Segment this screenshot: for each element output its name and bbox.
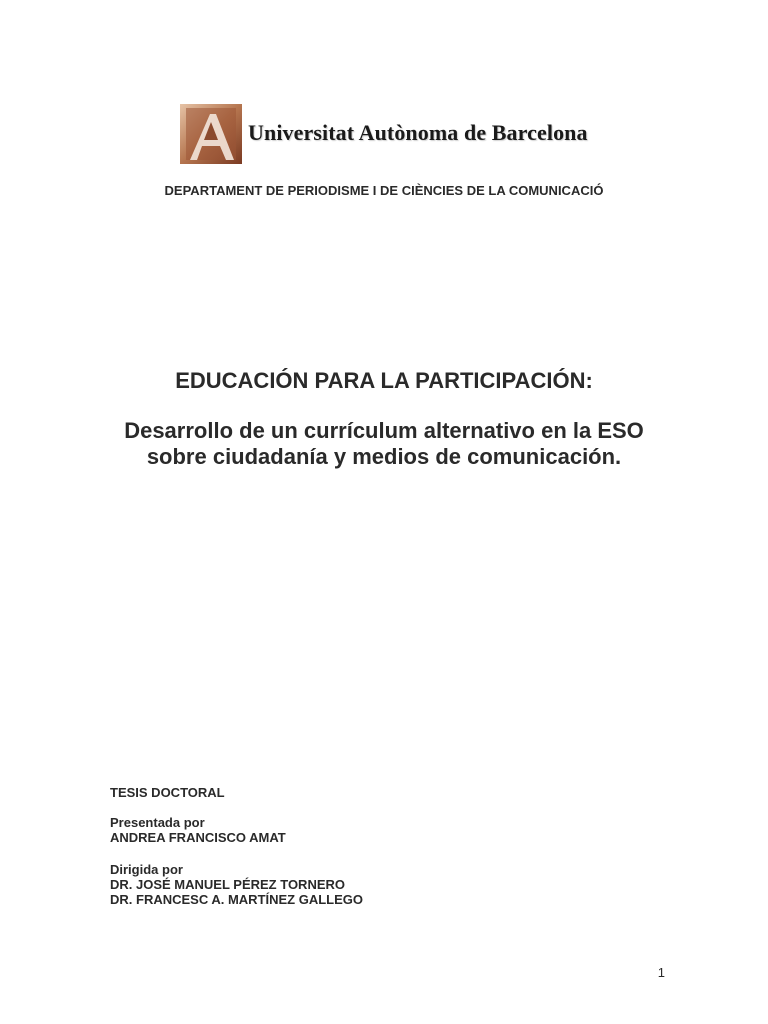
subtitle-line-2: sobre ciudadanía y medios de comunicación. — [146, 444, 622, 469]
university-logo-icon — [180, 104, 242, 164]
director-1: DR. JOSÉ MANUEL PÉREZ TORNERO — [110, 877, 345, 892]
author-name: ANDREA FRANCISCO AMAT — [110, 830, 286, 845]
subtitle-line-1: Desarrollo de un currículum alternativo en la ESO — [124, 418, 644, 443]
page-number: 1 — [657, 965, 665, 980]
department-name: DEPARTAMENT DE PERIODISME I DE CIÈNCIES DE LA COMUNICACIÓ — [164, 183, 604, 198]
thesis-type: TESIS DOCTORAL — [110, 785, 225, 800]
university-name: Universitat Autònoma de Barcelona — [248, 120, 588, 145]
thesis-subtitle — [0, 418, 768, 470]
thesis-title: EDUCACIÓN PARA LA PARTICIPACIÓN: — [175, 368, 593, 393]
directed-label: Dirigida por — [110, 862, 183, 877]
presented-label: Presentada por — [110, 815, 205, 830]
director-2: DR. FRANCESC A. MARTÍNEZ GALLEGO — [110, 892, 364, 907]
university-logo — [180, 104, 600, 164]
